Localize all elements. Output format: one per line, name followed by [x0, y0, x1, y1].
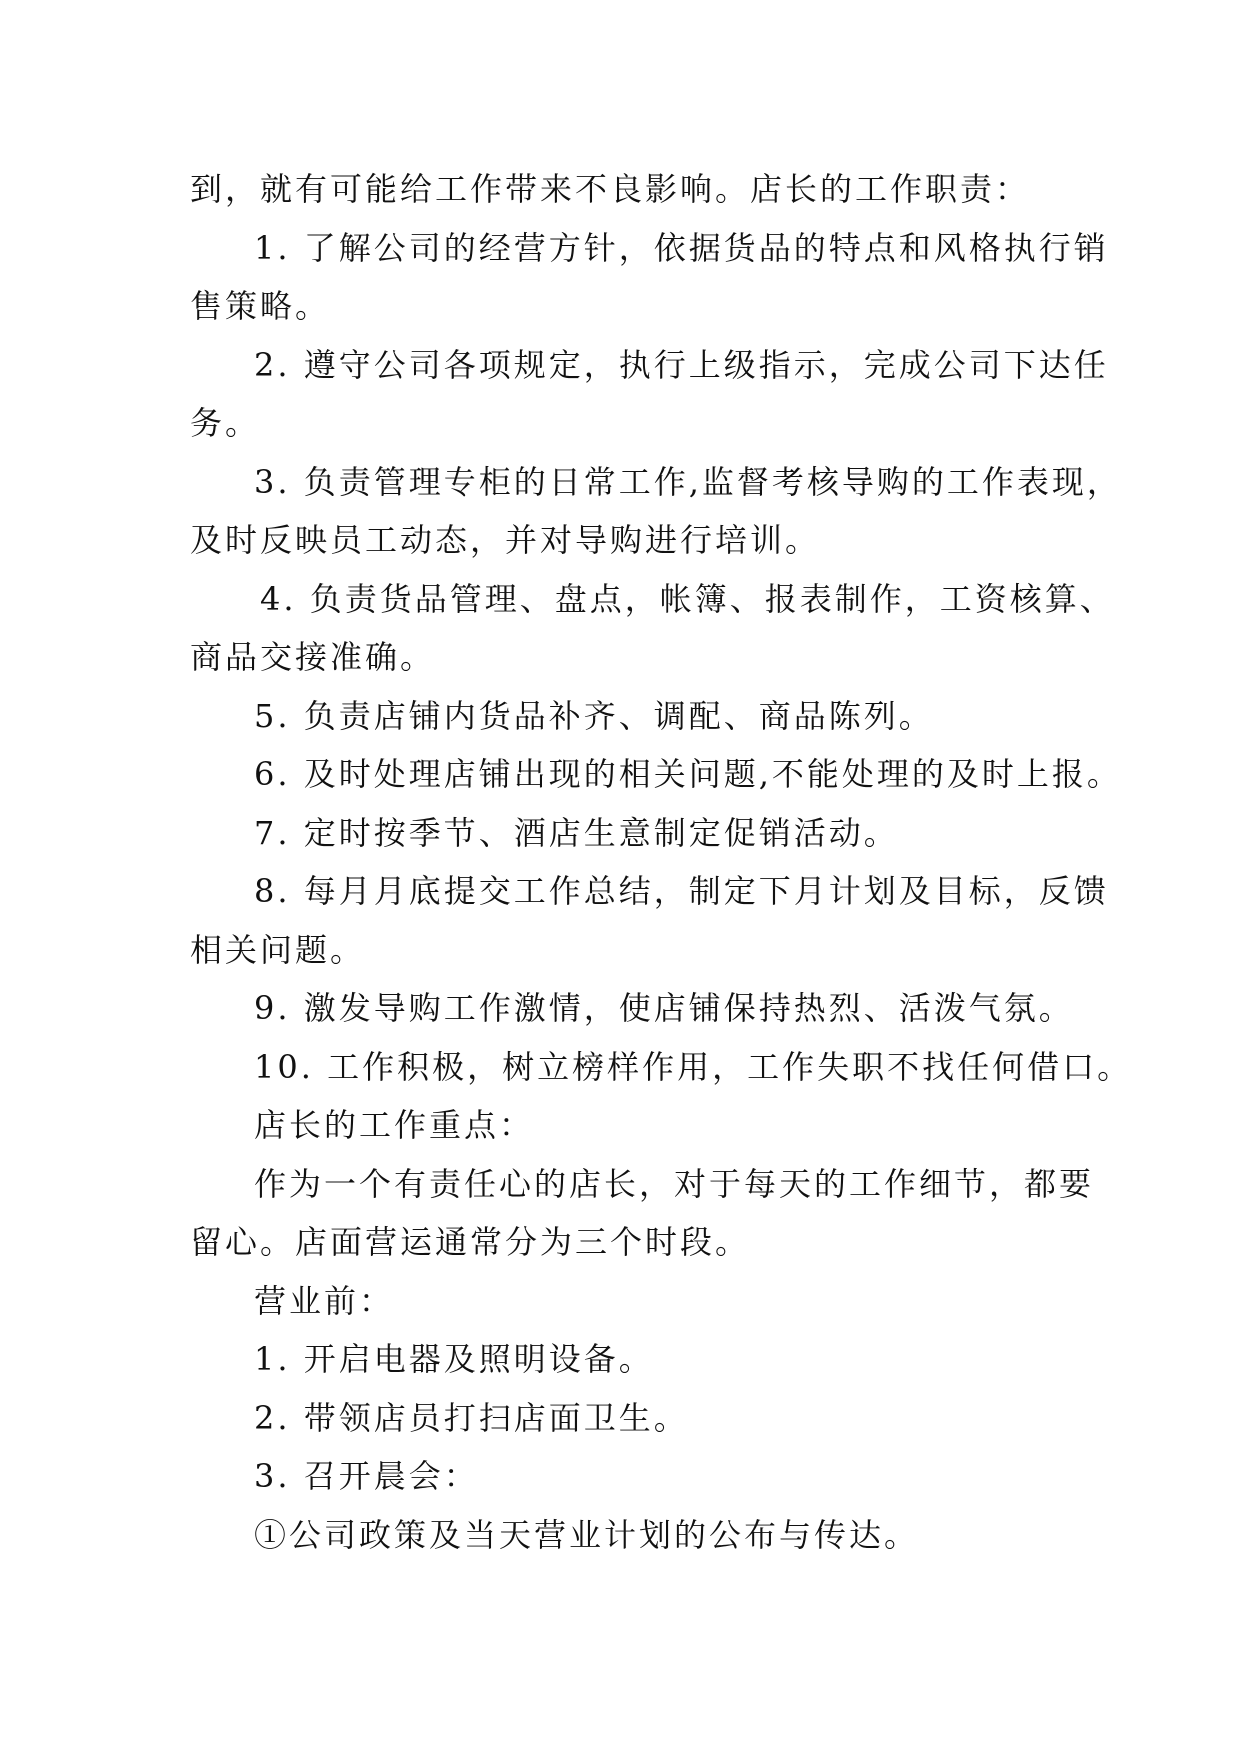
text-line: 4. 负责货品管理、盘点，帐簿、报表制作，工资核算、	[260, 579, 1115, 618]
text-line: 到，就有可能给工作带来不良影响。店长的工作职责：	[190, 170, 1031, 208]
section-heading-focus	[190, 1096, 1070, 1155]
text-line: 3. 召开晨会：	[254, 1457, 479, 1495]
duty-item-1	[190, 219, 1109, 336]
sub-item-1	[190, 1506, 1070, 1565]
text-line: ①公司政策及当天营业计划的公布与传达。	[254, 1515, 920, 1554]
duty-item-5	[190, 687, 1070, 746]
text-line: 务。	[190, 404, 261, 442]
text-line: 3. 负责管理专柜的日常工作,监督考核导购的工作表现，	[254, 462, 1122, 501]
text-line: 2. 带领店员打扫店面卫生。	[254, 1398, 689, 1437]
document-body	[190, 160, 1133, 1564]
text-line: 10. 工作积极，树立榜样作用，工作失职不找任何借口。	[254, 1047, 1133, 1086]
text-line: 8. 每月月底提交工作总结，制定下月计划及目标，反馈	[254, 872, 1109, 910]
text-line: 营业前：	[254, 1281, 395, 1320]
duty-item-9	[190, 979, 1074, 1038]
text-line: 店长的工作重点：	[254, 1106, 535, 1144]
text-line: 7. 定时按季节、酒店生意制定促销活动。	[254, 813, 899, 852]
duty-item-2	[190, 336, 1109, 453]
text-line: 9. 激发导购工作激情，使店铺保持热烈、活泼气氛。	[254, 989, 1074, 1027]
paragraph-focus-intro	[190, 1155, 1095, 1272]
text-line: 5. 负责店铺内货品补齐、调配、商品陈列。	[254, 696, 934, 735]
text-line: 6. 及时处理店铺出现的相关问题,不能处理的及时上报。	[254, 755, 1122, 793]
text-line: 作为一个有责任心的店长，对于每天的工作细节，都要	[254, 1164, 1095, 1203]
duty-item-8	[190, 862, 1109, 979]
text-line: 相关问题。	[190, 930, 366, 969]
text-line: 售策略。	[190, 287, 331, 325]
task-item-3	[190, 1447, 1070, 1506]
text-line: 留心。店面营运通常分为三个时段。	[190, 1223, 751, 1261]
text-line: 商品交接准确。	[190, 638, 436, 676]
text-line: 及时反映员工动态，并对导购进行培训。	[190, 521, 821, 559]
paragraph-intro	[190, 160, 1070, 219]
duty-item-7	[190, 804, 1070, 863]
task-item-2	[190, 1389, 1070, 1448]
text-line: 1. 开启电器及照明设备。	[254, 1340, 654, 1378]
text-line: 2. 遵守公司各项规定，执行上级指示，完成公司下达任	[254, 345, 1109, 384]
duty-item-6	[190, 745, 1122, 804]
section-heading-before-opening	[190, 1272, 1070, 1331]
duty-item-3	[190, 453, 1122, 570]
duty-item-10	[190, 1038, 1133, 1097]
task-item-1	[190, 1330, 1070, 1389]
duty-item-4	[190, 570, 1115, 687]
text-line: 1. 了解公司的经营方针，依据货品的特点和风格执行销	[254, 228, 1109, 267]
